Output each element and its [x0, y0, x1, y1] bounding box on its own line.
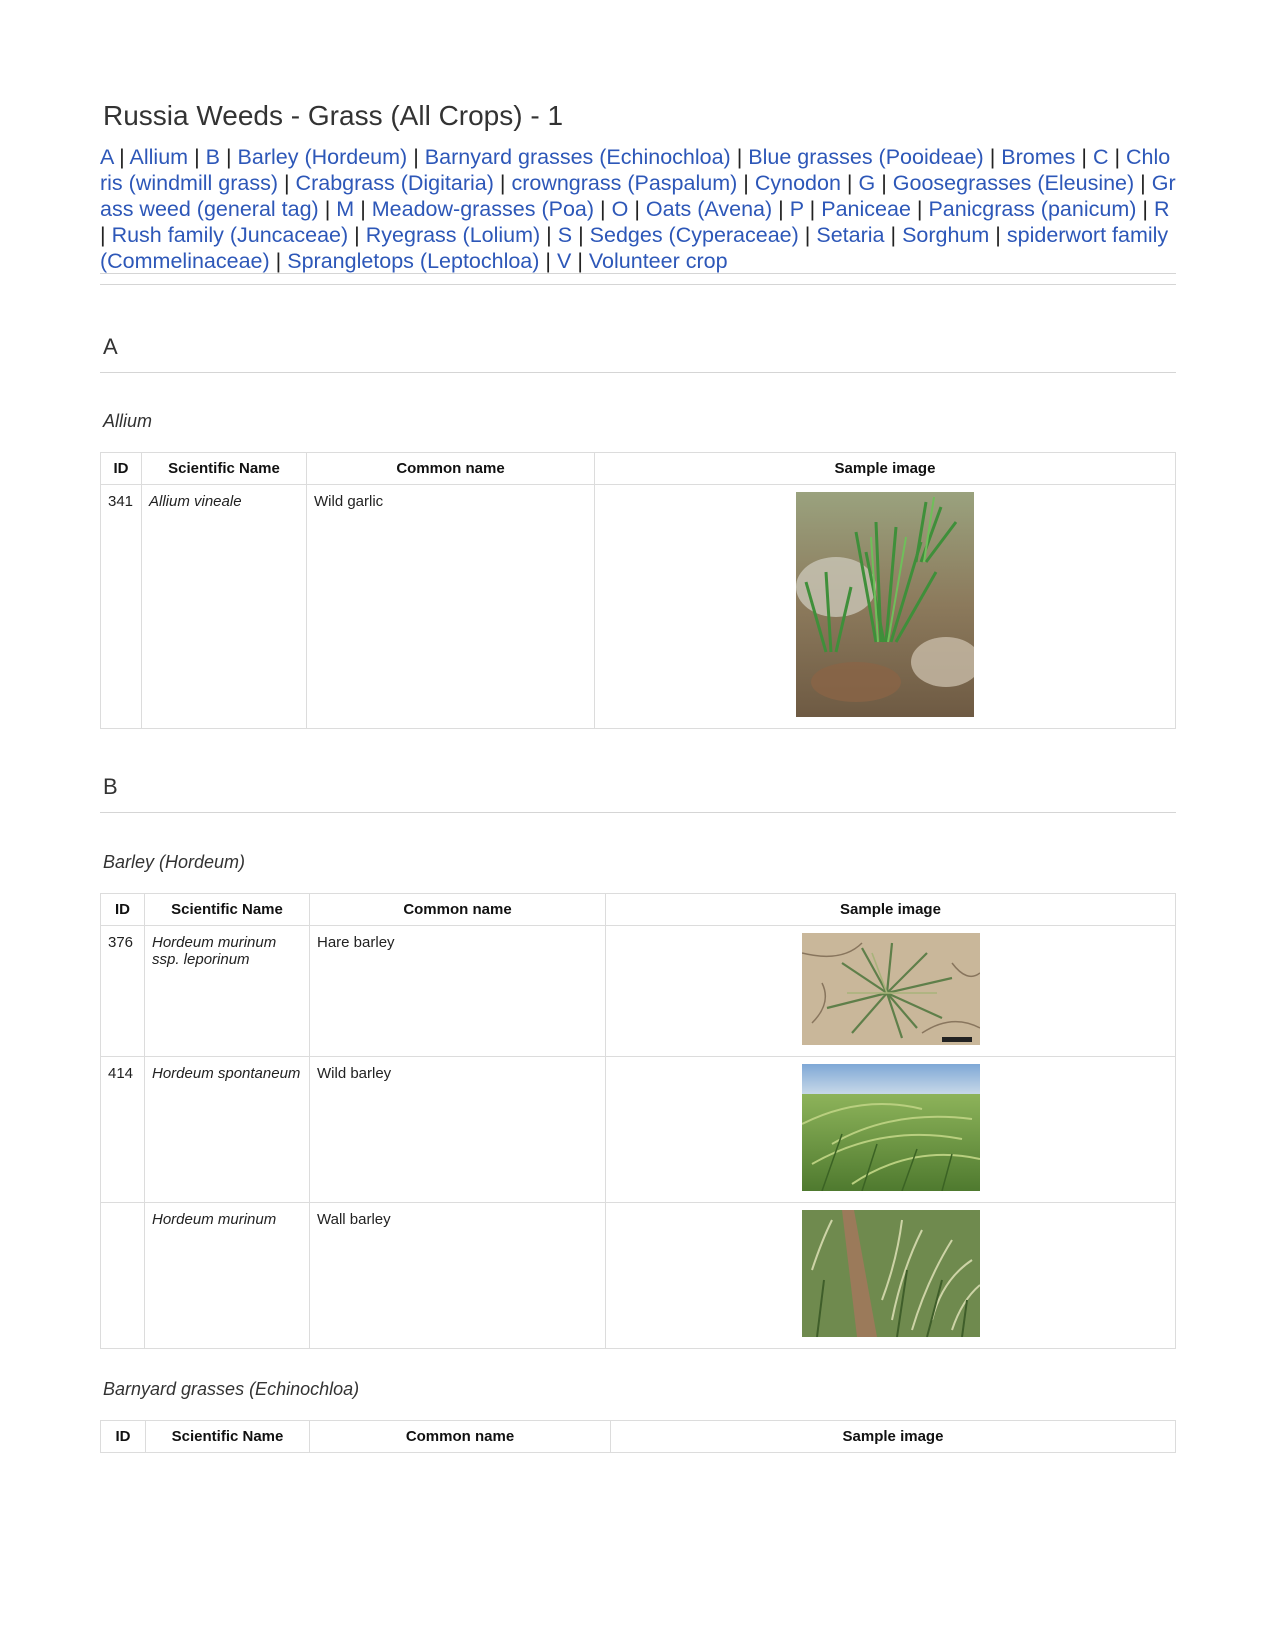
- row-common-name: Wall barley: [310, 1203, 606, 1349]
- col-header-sample-image: Sample image: [595, 453, 1176, 485]
- link-separator: |: [354, 223, 360, 247]
- link-separator: |: [1140, 171, 1146, 195]
- row-common-name: Wild garlic: [307, 485, 595, 729]
- index-link[interactable]: P: [789, 197, 804, 221]
- link-separator: |: [360, 197, 366, 221]
- table-row: [101, 1057, 1176, 1203]
- barnyard-table: [100, 1420, 1176, 1453]
- col-header-common-name: Common name: [307, 453, 595, 485]
- link-separator: |: [413, 145, 419, 169]
- group-heading-allium: Allium: [103, 411, 153, 431]
- index-link[interactable]: Sorghum: [902, 223, 990, 247]
- row-scientific-name: Hordeum murinum ssp. leporinum: [145, 926, 310, 1057]
- divider: [100, 372, 1176, 373]
- index-link[interactable]: Oats (Avena): [645, 197, 773, 221]
- row-scientific-name: Hordeum murinum: [145, 1203, 310, 1349]
- divider: [100, 812, 1176, 813]
- index-link[interactable]: R: [1153, 197, 1170, 221]
- index-links: [100, 144, 1176, 274]
- link-separator: |: [916, 197, 923, 221]
- link-separator: |: [499, 171, 506, 195]
- index-link[interactable]: Cynodon: [754, 171, 841, 195]
- row-common-name: Hare barley: [310, 926, 606, 1057]
- row-id: [101, 1203, 145, 1349]
- col-header-id: ID: [101, 1421, 146, 1453]
- index-link[interactable]: Rush family (Juncaceae): [111, 223, 349, 247]
- link-separator: |: [995, 223, 1001, 247]
- index-link[interactable]: crowngrass (Paspalum): [511, 171, 738, 195]
- link-separator: |: [890, 223, 897, 247]
- group-heading-barley: Barley (Hordeum): [103, 852, 246, 872]
- link-separator: |: [283, 171, 290, 195]
- index-link[interactable]: A: [100, 145, 114, 169]
- link-separator: |: [275, 249, 282, 273]
- index-link[interactable]: Sedges (Cyperaceae): [589, 223, 799, 247]
- link-separator: |: [778, 197, 784, 221]
- index-link[interactable]: Barnyard grasses (Echinochloa): [424, 145, 731, 169]
- link-separator: |: [100, 223, 106, 247]
- col-header-sample-image: Sample image: [606, 894, 1176, 926]
- row-id: 341: [101, 485, 142, 729]
- index-link[interactable]: Panicgrass (panicum): [928, 197, 1137, 221]
- wild-garlic-photo[interactable]: [796, 492, 974, 717]
- col-header-scientific-name: Scientific Name: [145, 894, 310, 926]
- link-separator: |: [578, 223, 584, 247]
- col-header-scientific-name: Scientific Name: [146, 1421, 310, 1453]
- index-link[interactable]: Barley (Hordeum): [237, 145, 408, 169]
- index-link[interactable]: O: [611, 197, 629, 221]
- wild-barley-photo[interactable]: [802, 1064, 980, 1191]
- index-link[interactable]: Bromes: [1001, 145, 1076, 169]
- index-link[interactable]: Chloris (windmill grass): [100, 145, 1171, 195]
- link-separator: |: [881, 171, 887, 195]
- table-header-row: [101, 453, 1176, 485]
- row-id: 414: [101, 1057, 145, 1203]
- link-separator: |: [546, 223, 552, 247]
- index-link[interactable]: Meadow-grasses (Poa): [371, 197, 595, 221]
- col-header-scientific-name: Scientific Name: [142, 453, 307, 485]
- section-heading-a: A: [103, 334, 118, 359]
- table-header-row: [101, 1421, 1176, 1453]
- allium-table: [100, 452, 1176, 729]
- index-link[interactable]: Volunteer crop: [588, 249, 728, 273]
- hare-barley-photo[interactable]: [802, 933, 980, 1045]
- row-scientific-name: Hordeum spontaneum: [145, 1057, 310, 1203]
- link-separator: |: [1081, 145, 1087, 169]
- link-separator: |: [1114, 145, 1121, 169]
- row-sample-image: [606, 926, 1176, 1057]
- link-separator: |: [545, 249, 552, 273]
- link-separator: |: [577, 249, 583, 273]
- page-title: Russia Weeds - Grass (All Crops) - 1: [103, 100, 564, 131]
- index-link[interactable]: Allium: [129, 145, 189, 169]
- index-link[interactable]: Sprangletops (Leptochloa): [287, 249, 540, 273]
- table-row: [101, 926, 1176, 1057]
- link-separator: |: [119, 145, 125, 169]
- link-separator: |: [736, 145, 743, 169]
- divider: [100, 273, 1176, 274]
- col-header-common-name: Common name: [310, 1421, 611, 1453]
- link-separator: |: [1142, 197, 1148, 221]
- row-scientific-name: Allium vineale: [142, 485, 307, 729]
- link-separator: |: [989, 145, 996, 169]
- index-link[interactable]: Paniceae: [821, 197, 911, 221]
- index-link[interactable]: G: [858, 171, 876, 195]
- wall-barley-photo[interactable]: [802, 1210, 980, 1337]
- col-header-id: ID: [101, 453, 142, 485]
- row-sample-image: [595, 485, 1176, 729]
- row-sample-image: [606, 1203, 1176, 1349]
- index-link[interactable]: S: [557, 223, 573, 247]
- link-separator: |: [634, 197, 640, 221]
- link-separator: |: [194, 145, 200, 169]
- index-link[interactable]: Crabgrass (Digitaria): [295, 171, 494, 195]
- index-link[interactable]: M: [336, 197, 355, 221]
- index-link[interactable]: spiderwort family (Commelinaceae): [100, 223, 1169, 273]
- row-id: 376: [101, 926, 145, 1057]
- index-link[interactable]: Goosegrasses (Eleusine): [892, 171, 1135, 195]
- link-separator: |: [225, 145, 232, 169]
- index-link[interactable]: Grass weed (general tag): [100, 171, 1176, 221]
- link-separator: |: [324, 197, 331, 221]
- row-sample-image: [606, 1057, 1176, 1203]
- table-header-row: [101, 894, 1176, 926]
- index-link[interactable]: C: [1092, 145, 1109, 169]
- link-separator: |: [804, 223, 811, 247]
- col-header-common-name: Common name: [310, 894, 606, 926]
- index-link[interactable]: Ryegrass (Lolium): [365, 223, 541, 247]
- group-heading-barnyard: Barnyard grasses (Echinochloa): [103, 1379, 360, 1399]
- row-common-name: Wild barley: [310, 1057, 606, 1203]
- link-separator: |: [600, 197, 606, 221]
- link-separator: |: [846, 171, 853, 195]
- barley-table: [100, 893, 1176, 1349]
- index-link[interactable]: V: [557, 249, 572, 273]
- link-separator: |: [809, 197, 816, 221]
- index-link[interactable]: Blue grasses (Pooideae): [748, 145, 984, 169]
- section-heading-b: B: [103, 774, 118, 799]
- index-link[interactable]: B: [205, 145, 220, 169]
- index-link[interactable]: Setaria: [816, 223, 885, 247]
- link-separator: |: [743, 171, 749, 195]
- divider: [100, 284, 1176, 285]
- col-header-id: ID: [101, 894, 145, 926]
- table-row: [101, 1203, 1176, 1349]
- table-row: [101, 485, 1176, 729]
- col-header-sample-image: Sample image: [611, 1421, 1176, 1453]
